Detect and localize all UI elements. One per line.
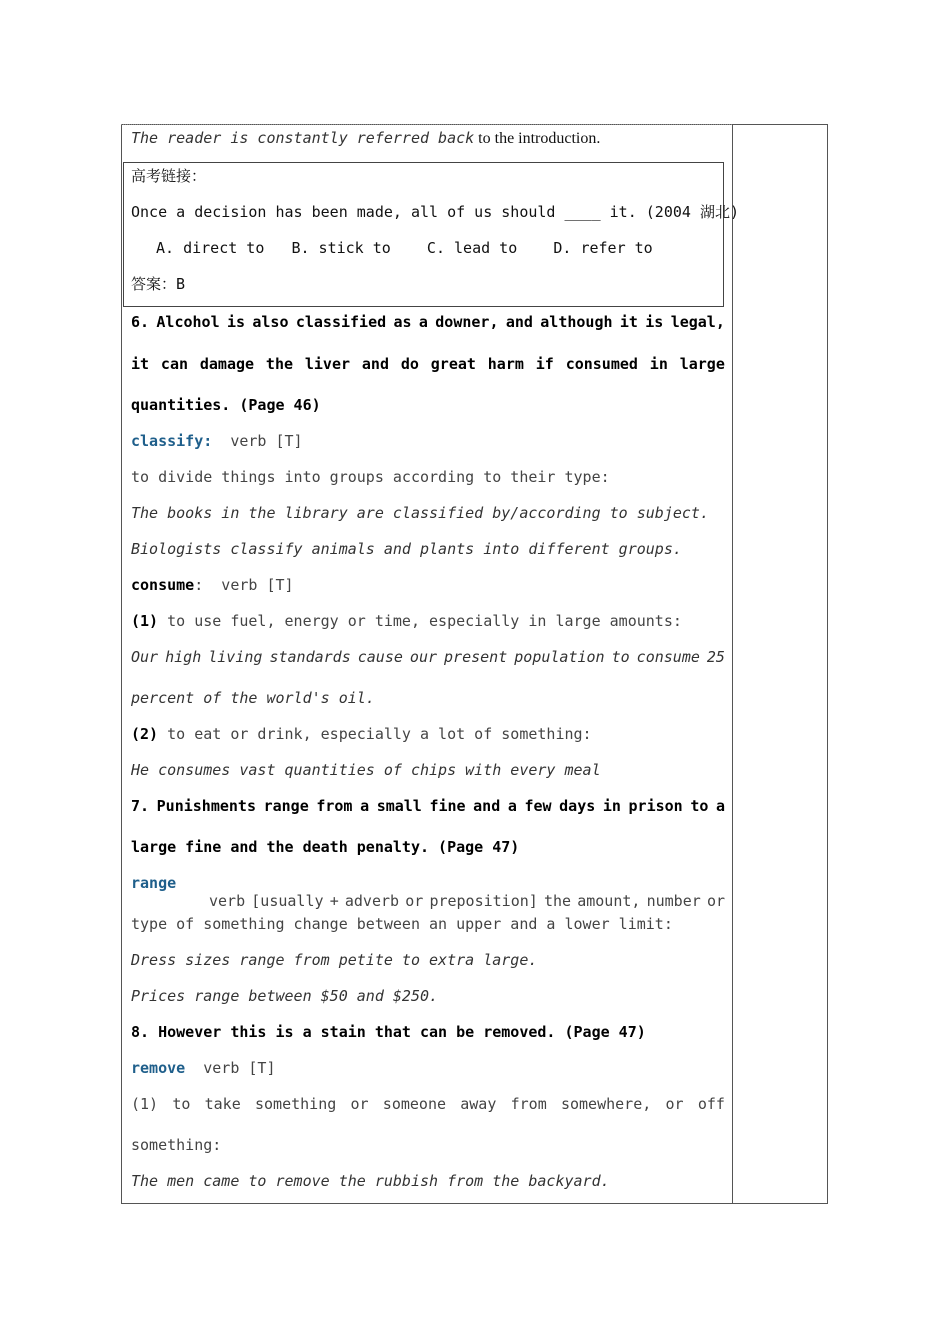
word: or xyxy=(405,892,424,910)
remove-def-line2: something: xyxy=(131,1136,222,1154)
range-def-line2: type of something change between an upper and a lower limit: xyxy=(131,915,673,933)
word: liver xyxy=(304,355,351,373)
word: a xyxy=(715,797,725,815)
remove-def-line1 xyxy=(131,1095,725,1113)
gaokao-title: 高考链接： xyxy=(131,167,207,185)
word: living xyxy=(208,648,263,666)
word: present xyxy=(444,648,508,666)
word: prison xyxy=(628,797,683,815)
word: consumed xyxy=(565,355,638,373)
word: Punishments xyxy=(156,797,256,815)
consume-def-2-text: to eat or drink, especially a lot of something: xyxy=(158,725,592,743)
word: off xyxy=(697,1095,725,1113)
intro-example-rest: to the introduction. xyxy=(474,130,601,147)
word: from xyxy=(316,797,353,815)
consume-def-1 xyxy=(131,612,682,630)
word: Our xyxy=(131,648,159,666)
item6-line3: quantities. (Page 46) xyxy=(131,396,321,414)
gaokao-answer: 答案：B xyxy=(131,275,186,293)
word: 6. xyxy=(131,313,150,331)
item8-line1: 8. However this is a stain that can be removed. (Page 47) xyxy=(131,1023,646,1041)
word: and xyxy=(505,313,533,331)
word: large xyxy=(679,355,725,373)
item6-line2 xyxy=(131,355,725,373)
intro-example-italic: The reader is constantly referred back xyxy=(131,129,475,147)
consume-example-1-line2: percent of the world's oil. xyxy=(131,689,375,707)
classify-entry xyxy=(131,432,303,450)
word: it xyxy=(619,313,638,331)
consume-def-2 xyxy=(131,725,592,743)
word: somewhere, xyxy=(560,1095,652,1113)
word: to xyxy=(690,797,709,815)
word: few xyxy=(524,797,552,815)
word: it xyxy=(131,355,150,373)
consume-def-2-num: (2) xyxy=(131,725,159,743)
word: can xyxy=(160,355,189,373)
word: do xyxy=(400,355,419,373)
classify-example-2: Biologists classify animals and plants into different groups. xyxy=(131,540,682,558)
consume-example-1-line1 xyxy=(131,648,725,666)
word: our xyxy=(409,648,438,666)
word: or xyxy=(706,892,725,910)
word: great xyxy=(430,355,476,373)
word: days xyxy=(559,797,596,815)
word: something xyxy=(254,1095,337,1113)
consume-def-1-text: to use fuel, energy or time, especially in large amounts: xyxy=(158,612,682,630)
word: adverb xyxy=(344,892,400,910)
word: although xyxy=(540,313,613,331)
item6-line1 xyxy=(131,313,725,331)
word: classified xyxy=(295,313,387,331)
item7-line2: large fine and the death penalty. (Page 47) xyxy=(131,838,520,856)
classify-pos: verb [T] xyxy=(212,432,303,450)
range-def-line1 xyxy=(209,892,725,910)
word: the xyxy=(265,355,294,373)
word: + xyxy=(329,892,339,910)
word: 25 xyxy=(706,648,725,666)
word: standards xyxy=(269,648,351,666)
word: small xyxy=(376,797,422,815)
word: high xyxy=(165,648,202,666)
word: range xyxy=(263,797,309,815)
word: away xyxy=(460,1095,497,1113)
word: someone xyxy=(382,1095,447,1113)
column-divider xyxy=(732,124,733,1204)
word: preposition] xyxy=(429,892,538,910)
word: consume xyxy=(636,648,700,666)
remove-pos: verb [T] xyxy=(185,1059,276,1077)
word: harm xyxy=(487,355,524,373)
classify-def: to divide things into groups according to their type: xyxy=(131,468,610,486)
gaokao-box xyxy=(123,162,724,307)
word: in xyxy=(649,355,668,373)
word: cause xyxy=(357,648,403,666)
word: number xyxy=(646,892,701,910)
word: or xyxy=(665,1095,684,1113)
gaokao-options: A. direct to B. stick to C. lead to D. refer to xyxy=(156,239,653,257)
word: or xyxy=(350,1095,369,1113)
range-entry xyxy=(131,874,725,910)
item7-line1 xyxy=(131,797,725,815)
word: (1) xyxy=(131,1095,159,1113)
classify-word: classify: xyxy=(131,432,213,450)
top-dotted-rule xyxy=(121,124,732,125)
word: is xyxy=(645,313,664,331)
range-word: range xyxy=(131,874,177,892)
consume-entry xyxy=(131,576,294,594)
word: Alcohol xyxy=(156,313,220,331)
word: a xyxy=(507,797,517,815)
range-example-2: Prices range between $50 and $250. xyxy=(131,987,439,1005)
word: downer, xyxy=(435,313,499,331)
remove-word: remove xyxy=(131,1059,186,1077)
word: fine xyxy=(429,797,466,815)
word: is xyxy=(226,313,246,331)
intro-example xyxy=(131,129,600,148)
word: also xyxy=(252,313,289,331)
gaokao-question: Once a decision has been made, all of us should ____ it. (2004 湖北) xyxy=(131,203,739,221)
word: a xyxy=(360,797,370,815)
word: verb xyxy=(209,892,246,910)
word: amount, xyxy=(577,892,641,910)
remove-entry xyxy=(131,1059,276,1077)
word: from xyxy=(510,1095,547,1113)
word: and xyxy=(473,797,501,815)
consume-word: consume xyxy=(131,576,195,594)
word: if xyxy=(535,355,554,373)
word: take xyxy=(204,1095,241,1113)
range-example-1: Dress sizes range from petite to extra large. xyxy=(131,951,538,969)
word: damage xyxy=(199,355,255,373)
consume-example-2: He consumes vast quantities of chips with every meal xyxy=(131,761,601,779)
classify-example-1: The books in the library are classified by/according to subject. xyxy=(131,504,709,522)
word: a xyxy=(418,313,428,331)
word: to xyxy=(172,1095,191,1113)
consume-def-1-num: (1) xyxy=(131,612,159,630)
word: the xyxy=(543,892,572,910)
consume-pos: : verb [T] xyxy=(194,576,294,594)
word: to xyxy=(611,648,630,666)
word: population xyxy=(514,648,605,666)
remove-example-1: The men came to remove the rubbish from the backyard. xyxy=(131,1172,610,1190)
word: as xyxy=(393,313,412,331)
word: in xyxy=(602,797,621,815)
word: [usually xyxy=(251,892,324,910)
word: legal, xyxy=(670,313,725,331)
word: 7. xyxy=(131,797,150,815)
word: and xyxy=(361,355,389,373)
